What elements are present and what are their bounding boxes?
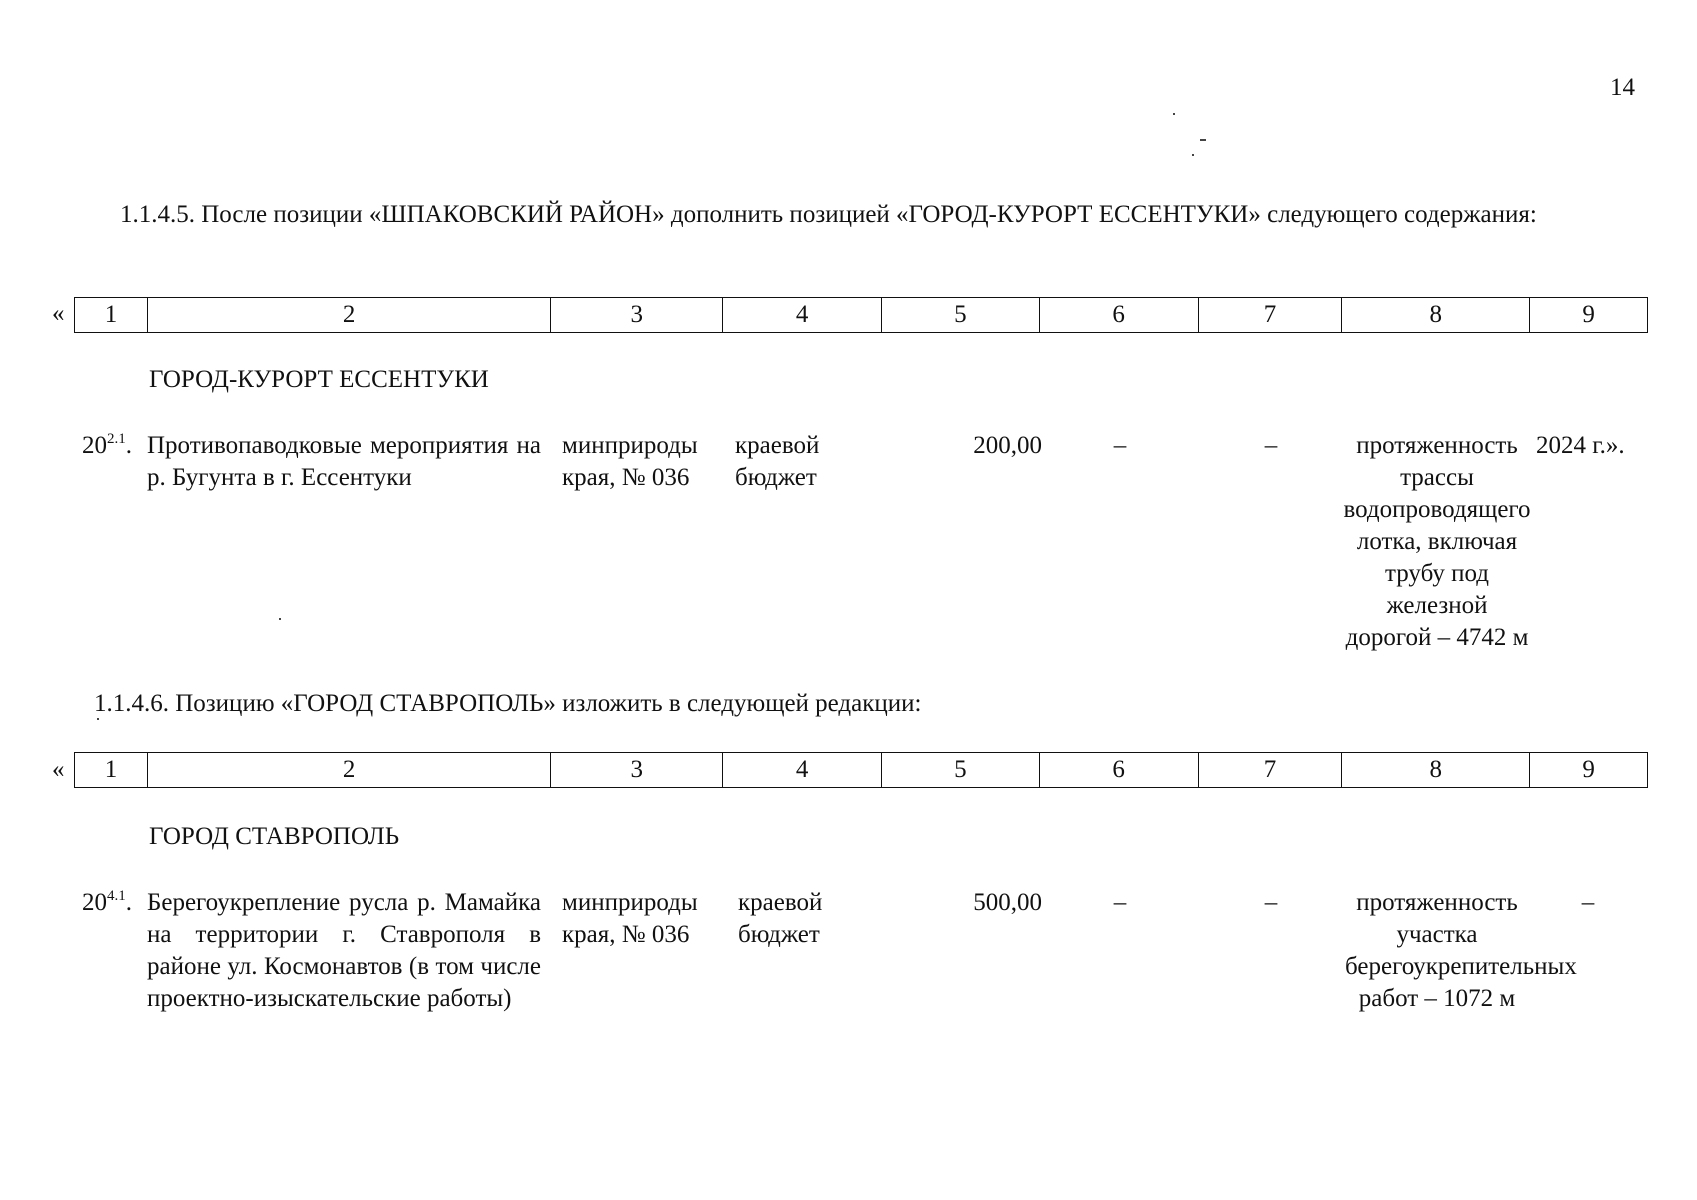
header-cell: 9 xyxy=(1582,301,1595,328)
row-number xyxy=(82,887,132,919)
header-cell: 9 xyxy=(1582,756,1595,783)
performance-indicator: протяженность трассы водопроводящего лотка, включая трубу под железной дорогой – 4742 м xyxy=(1343,432,1531,651)
row-number-base: 20 xyxy=(82,432,107,459)
column-header-table-1 xyxy=(74,297,1648,333)
responsible-executor: минприроды края, № 036 xyxy=(562,889,698,948)
row-number xyxy=(82,430,132,462)
header-cell: 5 xyxy=(882,753,1040,787)
responsible-executor: минприроды края, № 036 xyxy=(562,432,698,491)
header-cell: 6 xyxy=(1040,753,1199,787)
header-cell: 4 xyxy=(723,753,882,787)
header-cell: 3 xyxy=(551,753,723,787)
column-6-value: – xyxy=(1113,432,1127,459)
funding-amount: 200,00 xyxy=(973,432,1042,459)
funding-source: краевой бюджет xyxy=(735,432,820,491)
amendment-paragraph-1 xyxy=(48,198,1648,232)
row-number-sup: 4.1 xyxy=(107,888,126,904)
amendment-paragraph-2: 1.1.4.6. Позицию «ГОРОД СТАВРОПОЛЬ» изложить в следующей редакции: xyxy=(94,690,922,717)
opening-quote-2: « xyxy=(52,756,65,783)
scan-speck xyxy=(1173,113,1175,115)
header-cell: 8 xyxy=(1342,298,1530,332)
header-cell: 7 xyxy=(1199,298,1343,332)
column-7-value: – xyxy=(1264,889,1278,916)
header-cell: 5 xyxy=(882,298,1040,332)
header-cell: 3 xyxy=(551,298,723,332)
row-number-suffix: . xyxy=(125,432,132,459)
measure-name: Противопаводковые мероприятия на р. Бугунта в г. Ессентуки xyxy=(147,432,541,491)
header-cell: 4 xyxy=(723,298,882,332)
row-number-base: 20 xyxy=(82,889,107,916)
scan-speck xyxy=(1200,139,1206,141)
header-cell: 2 xyxy=(148,753,551,787)
funding-source: краевой бюджет xyxy=(738,889,823,948)
funding-amount: 500,00 xyxy=(973,889,1042,916)
header-cell: 1 xyxy=(75,753,148,787)
performance-indicator: протяженность участка берегоукрепительных работ – 1072 м xyxy=(1345,889,1577,1012)
column-6-value: – xyxy=(1113,889,1127,916)
header-cell: 2 xyxy=(148,298,551,332)
opening-quote-1: « xyxy=(52,300,65,327)
section-title-essentuki: ГОРОД-КУРОРТ ЕССЕНТУКИ xyxy=(149,366,489,393)
header-cell: 8 xyxy=(1342,753,1530,787)
completion-year: – xyxy=(1581,889,1595,916)
scan-speck xyxy=(1192,154,1194,156)
section-title-stavropol: ГОРОД СТАВРОПОЛЬ xyxy=(149,823,400,850)
completion-year: 2024 г.». xyxy=(1536,432,1625,459)
column-7-value: – xyxy=(1264,432,1278,459)
row-number-sup: 2.1 xyxy=(107,431,126,447)
paragraph-1-text: 1.1.4.5. После позиции «ШПАКОВСКИЙ РАЙОН» дополнить позицией «ГОРОД-КУРОРТ ЕССЕНТУКИ» следующего содержания: xyxy=(120,201,1537,228)
header-cell: 1 xyxy=(75,298,148,332)
scan-speck xyxy=(279,618,281,620)
row-number-suffix: . xyxy=(125,889,132,916)
measure-name: Берегоукрепление русла р. Мамайка на территории г. Ставрополя в районе ул. Космонавтов (в том числе проектно-изыскательские работы) xyxy=(147,889,541,1012)
page-number: 14 xyxy=(1610,74,1635,101)
column-header-table-2 xyxy=(74,752,1648,788)
header-cell: 6 xyxy=(1040,298,1199,332)
header-cell: 7 xyxy=(1199,753,1343,787)
